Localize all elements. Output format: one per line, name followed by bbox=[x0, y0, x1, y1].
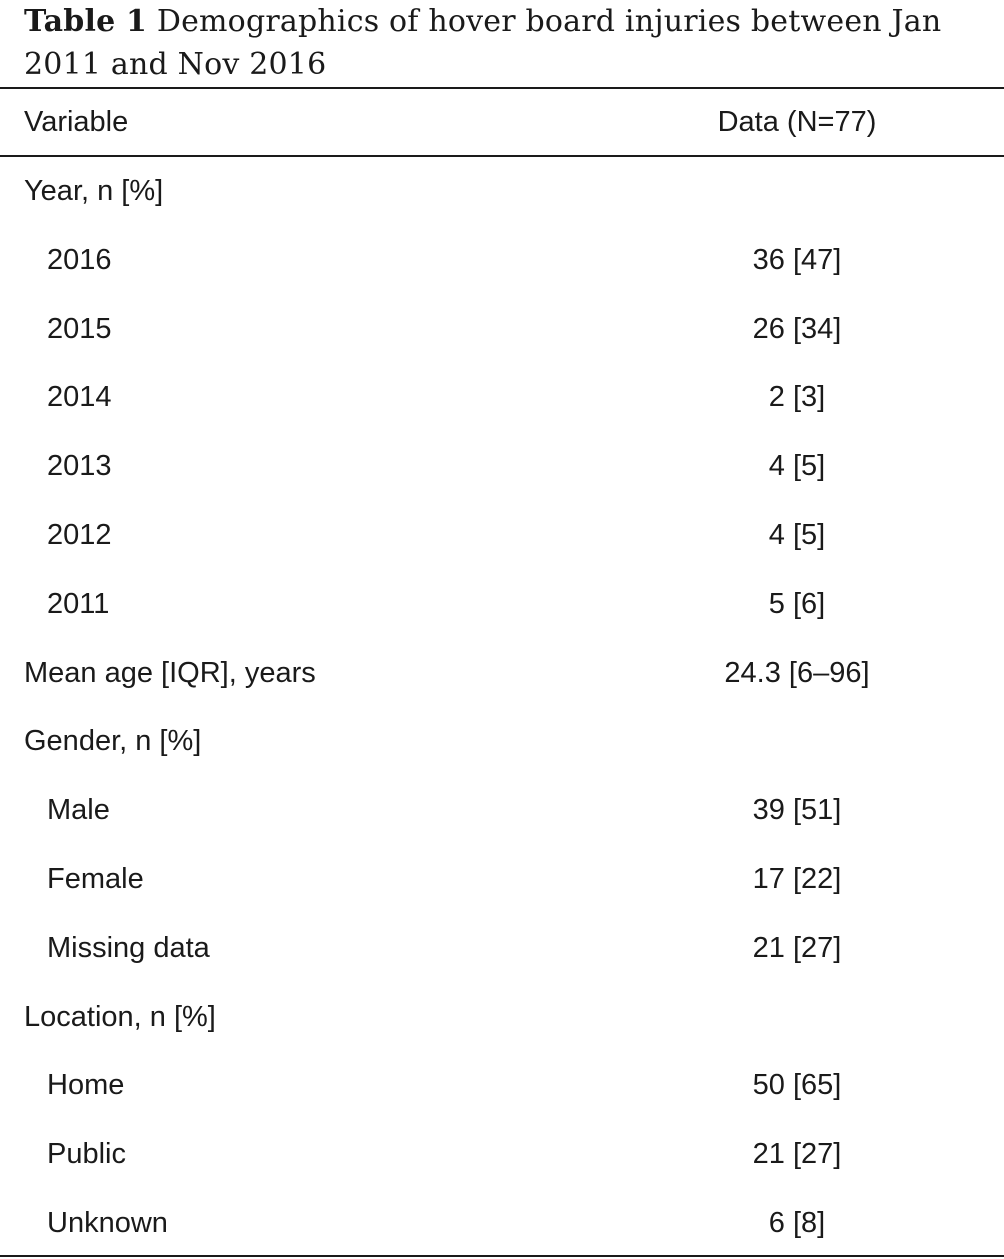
table-row-2011 bbox=[0, 570, 1004, 639]
row-variable: 2016 bbox=[47, 243, 112, 276]
row-data: 21 [27] bbox=[752, 931, 842, 964]
table-row-unknown bbox=[0, 1189, 1004, 1258]
table-caption-label: Table 1 bbox=[24, 4, 148, 39]
table-header-row bbox=[0, 88, 1004, 157]
table-row-gender-heading bbox=[0, 707, 1004, 776]
header-variable: Variable bbox=[24, 106, 129, 138]
table-caption-text: Demographics of hover board injuries between Jan 2011 and Nov 2016 bbox=[24, 4, 942, 82]
row-variable: 2012 bbox=[47, 519, 112, 551]
table-row-missing-data bbox=[0, 914, 1004, 983]
table-row-mean-age bbox=[0, 639, 1004, 708]
header-data: Data (N=77) bbox=[717, 106, 877, 138]
table-row-public bbox=[0, 1120, 1004, 1189]
row-data: 50 [65] bbox=[752, 1069, 842, 1102]
row-variable: Missing data bbox=[47, 931, 210, 964]
table-row-male bbox=[0, 776, 1004, 845]
row-variable: Year, n [%] bbox=[24, 175, 164, 207]
row-data: 4 [5] bbox=[768, 450, 826, 483]
row-variable: 2015 bbox=[47, 312, 112, 345]
row-data: 24.3 [6–96] bbox=[724, 656, 870, 689]
table-row-female bbox=[0, 845, 1004, 914]
table-caption bbox=[24, 0, 984, 86]
table-row-2016 bbox=[0, 226, 1004, 295]
table-row-location-heading bbox=[0, 983, 1004, 1052]
row-data: 2 [3] bbox=[768, 381, 826, 414]
row-variable: 2014 bbox=[47, 381, 112, 414]
row-data: 36 [47] bbox=[752, 243, 842, 276]
row-variable: Location, n [%] bbox=[24, 1000, 216, 1033]
table-row-2014 bbox=[0, 363, 1004, 432]
row-data: 39 [51] bbox=[752, 794, 842, 827]
row-data: 4 [5] bbox=[768, 519, 826, 551]
table-row-2013 bbox=[0, 432, 1004, 501]
table-row-home bbox=[0, 1051, 1004, 1120]
row-variable: 2013 bbox=[47, 450, 112, 483]
row-variable: Unknown bbox=[47, 1207, 168, 1239]
row-data: 17 [22] bbox=[752, 863, 842, 895]
row-variable: Gender, n [%] bbox=[24, 725, 202, 758]
table-row-2012 bbox=[0, 501, 1004, 570]
row-variable: Public bbox=[47, 1138, 126, 1171]
row-variable: Female bbox=[47, 863, 144, 895]
row-variable: Male bbox=[47, 794, 110, 827]
table-row-2015 bbox=[0, 295, 1004, 364]
row-data: 5 [6] bbox=[768, 587, 826, 620]
row-variable: Home bbox=[47, 1069, 125, 1102]
row-variable: Mean age [IQR], years bbox=[24, 656, 316, 689]
table-bottom-rule bbox=[0, 1255, 1004, 1257]
row-data: 6 [8] bbox=[768, 1207, 826, 1239]
row-data: 21 [27] bbox=[752, 1138, 842, 1171]
row-data: 26 [34] bbox=[752, 312, 842, 345]
table-row-year-heading bbox=[0, 157, 1004, 226]
row-variable: 2011 bbox=[47, 587, 110, 620]
